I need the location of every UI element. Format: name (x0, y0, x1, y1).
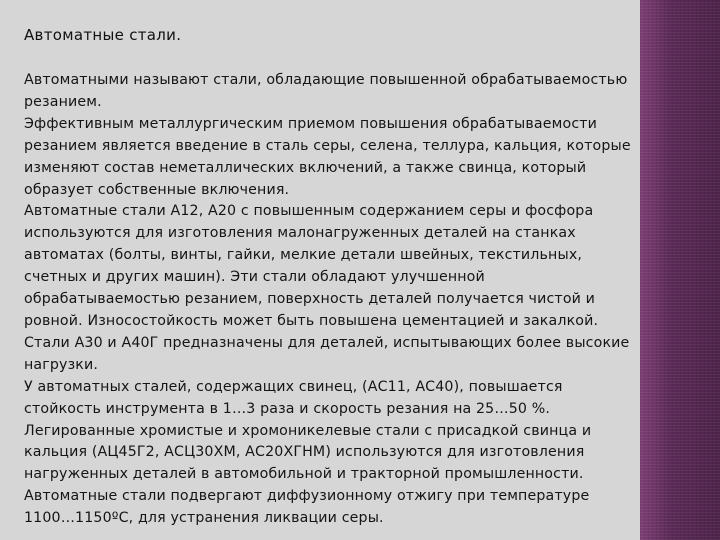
decorative-side-panel (640, 0, 720, 540)
slide-body-text: Автоматными называют стали, обладающие повышенной обрабатываемостью резанием. Эффективным металлургическим приемом повышения обрабатываемости резанием является введение в сталь серы, селена, теллура, кальция, которые изменяют состав неметаллических включений, а также свинца, который образует собственные включения. Автоматные стали А12, А20 с повышенным содержанием серы и фосфора используются для изготовления малонагруженных деталей на станках автоматах (болты, винты, гайки, мелкие детали швейных, текстильных, счетных и других машин). Эти стали обладают улучшенной обрабатываемостью резанием, поверхность деталей получается чистой и ровной. Износостойкость может быть повышена цементацией и закалкой. Стали А30 и А40Г предназначены для деталей, испытывающих более высокие нагрузки. У автоматных сталей, содержащих свинец, (АС11, АС40), повышается стойкость инструмента в 1…3 раза и скорость резания на 25…50 %. Легированные хромистые и хромоникелевые стали с присадкой свинца и кальция (АЦ45Г2, АСЦ30ХМ, АС20ХГНМ) используются для изготовления нагруженных деталей в автомобильной и тракторной промышленности. Автоматные стали подвергают диффузионному отжигу при температуре 1100…1150ºС, для устранения ликвации серы. (24, 72, 631, 527)
slide-title: Автоматные стали. (24, 26, 182, 44)
